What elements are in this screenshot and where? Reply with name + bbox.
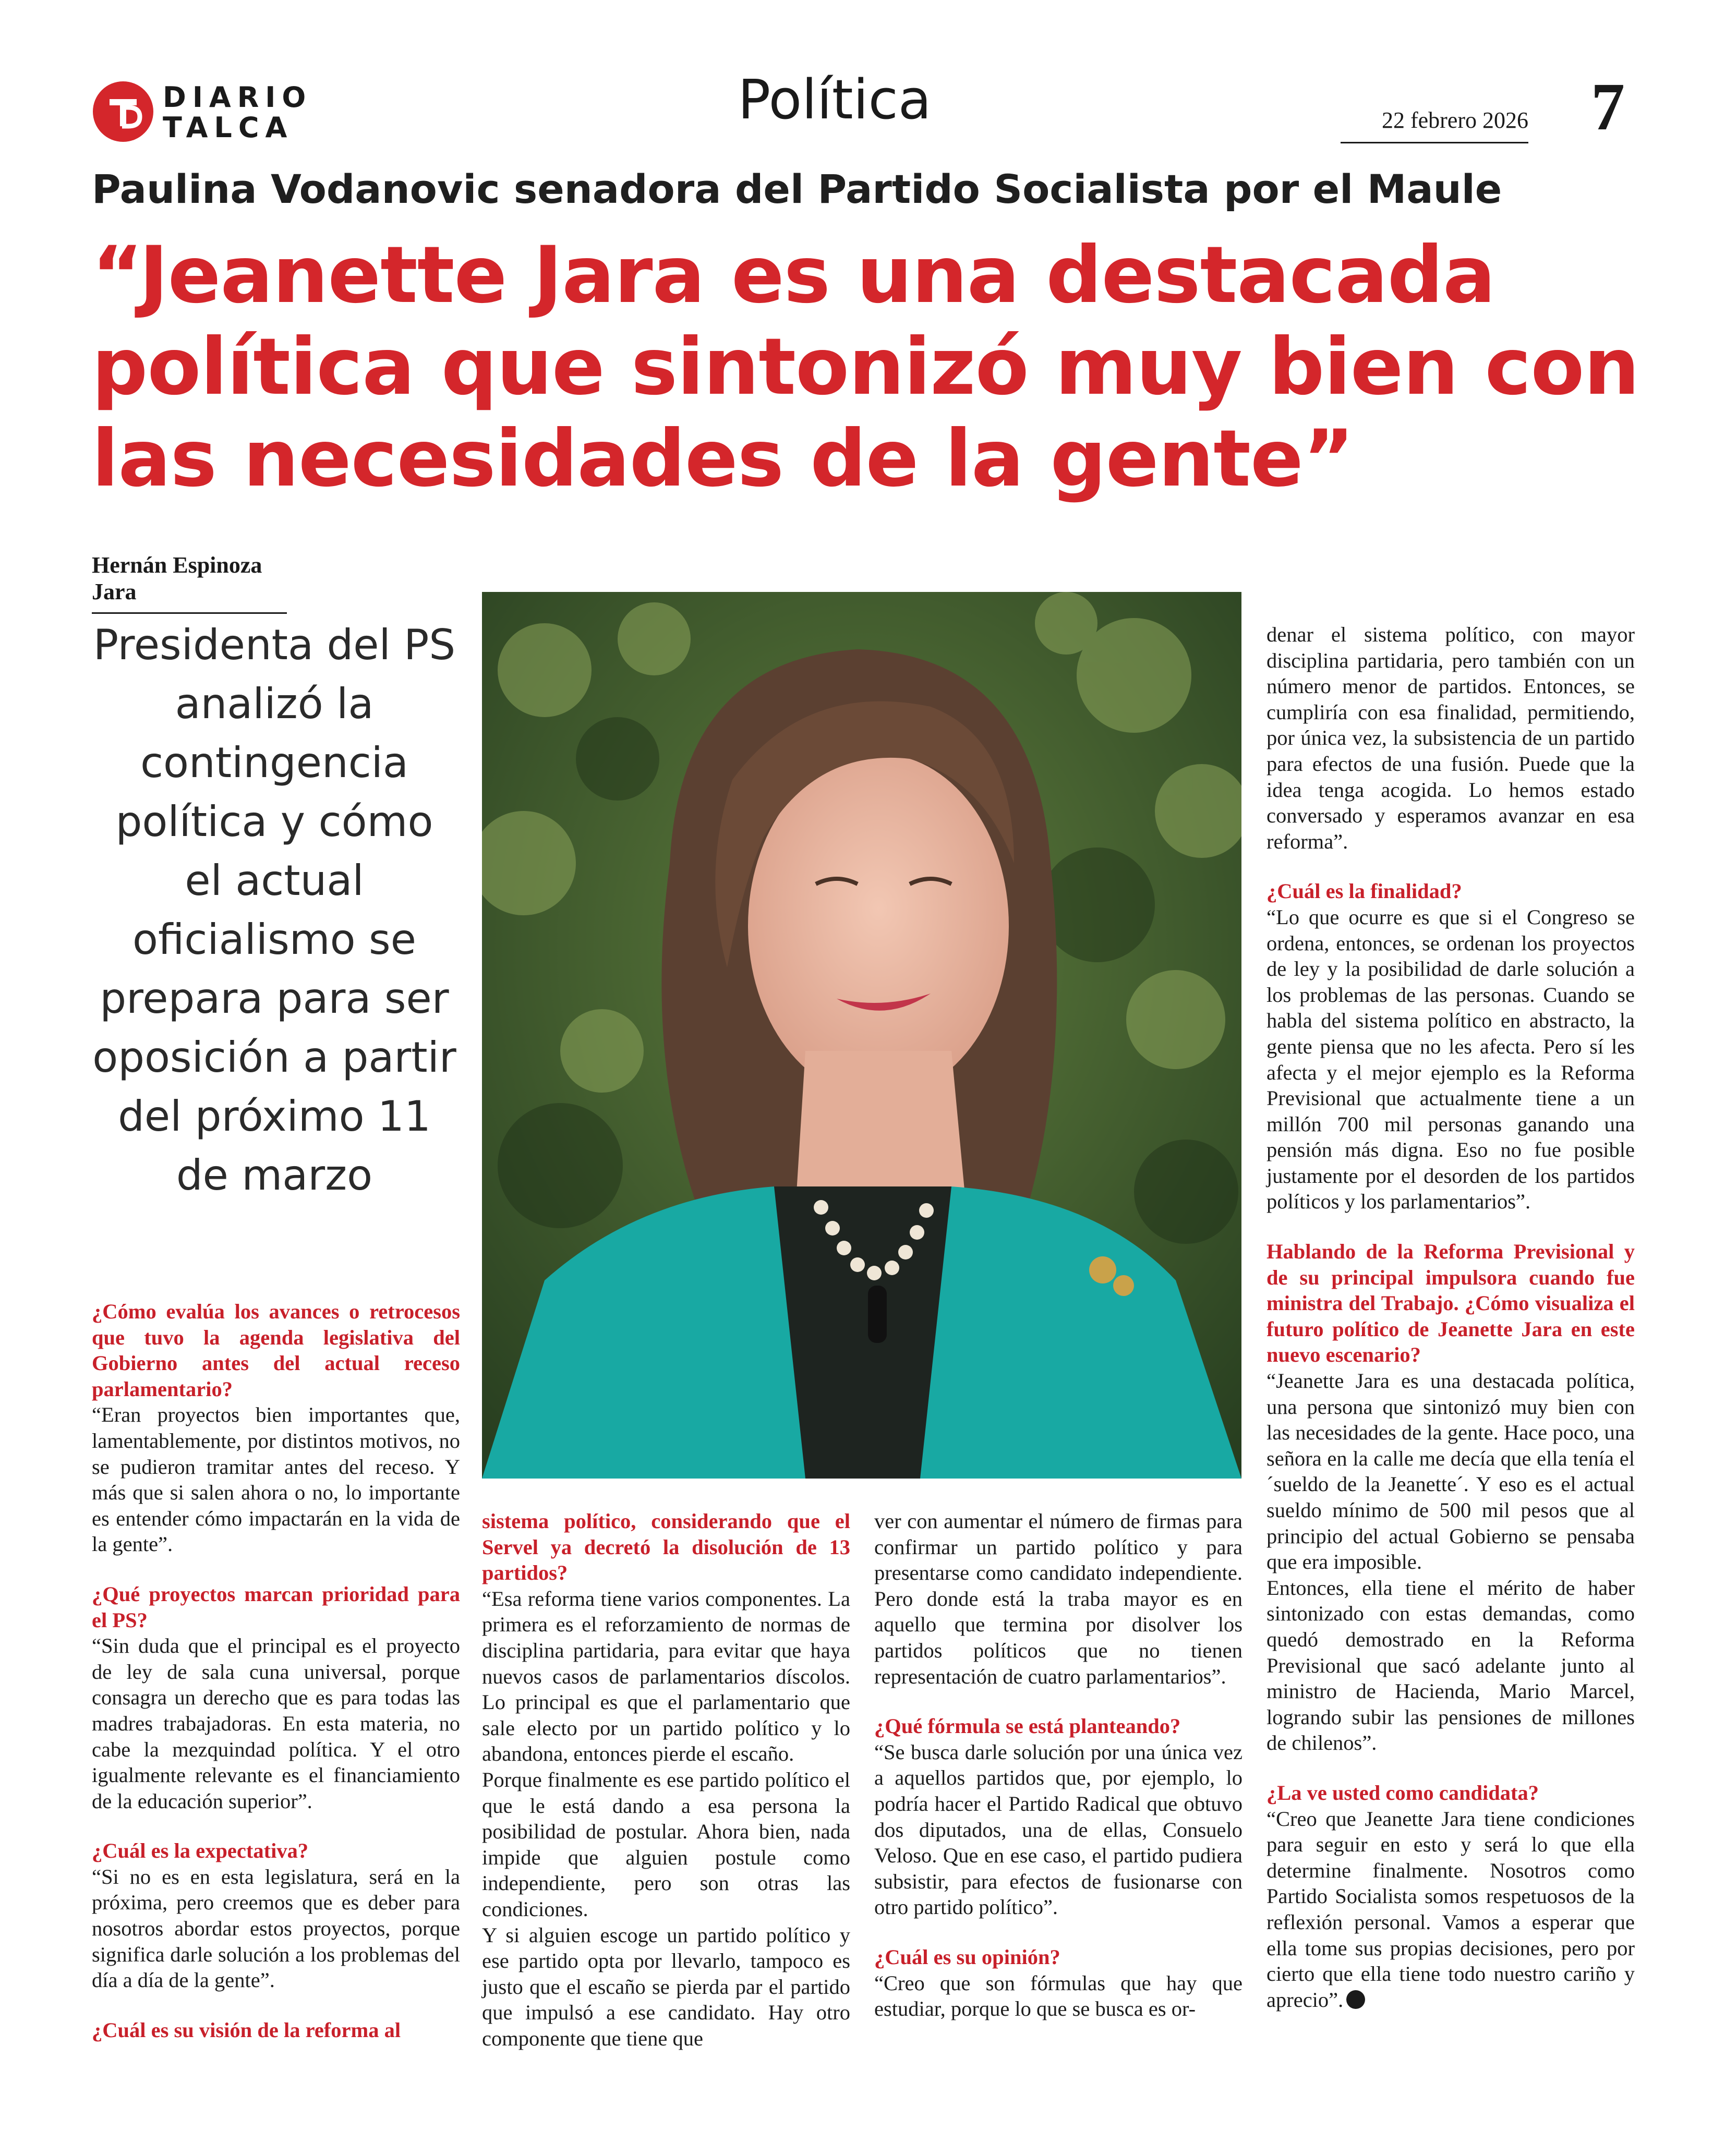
answer-8-part-2: Entonces, ella tiene el mérito de haber sintonizado con estas demandas, como quedó demostrado en la Reforma Previsional que sacó adelante junto al ministro de Hacienda, Mario Marcel, logrando subir las pensiones de millones de chilenos”. (1266, 1576, 1635, 1755)
answer-2: “Sin duda que el principal es el proyecto de ley de sala cuna universal, porque consagra un derecho que es para todas las madres trabajadoras. En esta materia, no cabe la mezquindad política. Y el otro igualmente relevante es el financiamiento de la educación superior”. (92, 1634, 460, 1813)
article-kicker: Paulina Vodanovic senadora del Partido Socialista por el Maule (92, 166, 1502, 212)
answer-1: “Eran proyectos bien importantes que, lamentablemente, por distintos motivos, no se pudieron tramitar antes del receso. Y más que si salen ahora o no, lo importante es entender cómo impactarán en la vida de la gente”. (92, 1403, 460, 1556)
answer-3: “Si no es en esta legislatura, será en la próxima, pero creemos que es deber para nosotros abordar estos proyectos, porque significa darle solución a los problemas del día a día de la gente”. (92, 1864, 460, 1992)
masthead-logo[interactable] (92, 78, 311, 146)
answer-4-part-3: Y si alguien escoge un partido político y ese partido opta por llevarlo, tampoco es justo que el escaño se pierda par el partido que impulsó a ese candidato. Hay otro componente que tiene que (482, 1923, 850, 2050)
section-title: Política (738, 68, 932, 131)
end-of-article-icon (1346, 1990, 1365, 2009)
article-photo (482, 592, 1241, 1479)
column-2 (482, 1508, 850, 2051)
portrait-illustration (482, 592, 1241, 1479)
page-number: 7 (1591, 69, 1625, 144)
question-5: ¿Qué fórmula se está planteando? (874, 1714, 1181, 1738)
question-4: ¿Cuál es su visión de la reforma al (92, 2018, 401, 2042)
column-1 (92, 1299, 460, 2043)
answer-8-part-1: “Jeanette Jara es una destacada política, una persona que sintonizó muy bien con las necesidades de la gente. Hace poco, una señora en la calle me decía que ella tenía el ´sueldo de la Jeanette´. Y eso es el actual sueldo mínimo de 500 mil pesos que al principio del actual Gobierno se pensaba que era imposible. (1266, 1369, 1635, 1574)
answer-6-part-1: “Creo que son fórmulas que hay que estudiar, porque lo que se busca es or- (874, 1971, 1243, 2021)
answer-5: “Se busca darle solución por una única vez a aquellos partidos que, por ejemplo, lo podría hacer el Partido Radical que obtuvo dos diputados, una de ellas, Consuelo Veloso. Que en ese caso, el partido pudiera subsistir, para efectos de fusionarse con otro partido político”. (874, 1740, 1243, 1919)
diario-talca-logo-icon (92, 80, 154, 143)
question-7: ¿Cuál es la finalidad? (1266, 879, 1462, 903)
question-6: ¿Cuál es su opinión? (874, 1945, 1060, 1969)
question-9: ¿La ve usted como candidata? (1266, 1780, 1539, 1804)
logo-line-2: TALCA (163, 111, 294, 144)
article-headline: “Jeanette Jara es una destacada política que sintonizó muy bien con las necesidades de la gente” (92, 230, 1639, 504)
answer-4-part-2: Porque finalmente es ese partido político el que le está dando a esa persona la posibilidad de postular. Ahora bien, nada impide que alguien postule como independiente, pero son otras las condiciones. (482, 1767, 850, 1921)
answer-9: “Creo que Jeanette Jara tiene condiciones para seguir en esto y será lo que ella determine finalmente. Nosotros como Partido Socialista somos respetuosos de la reflexión personal. Vamos a esperar que ella tome sus propias decisiones, pero por cierto que ella tiene todo nuestro cariño y aprecio”. (1266, 1807, 1635, 2012)
column-3 (874, 1508, 1243, 2022)
answer-6-part-2: denar el sistema político, con mayor disciplina partidaria, pero también con un número menor de partidos. Entonces, se cumpliría con esa finalidad, permitiendo, por única vez, la subsistencia de un partido para efectos de una fusión. Puede que la idea tenga acogida. Lo hemos estado conversado y esperamos avanzar en esa reforma”. (1266, 623, 1635, 853)
article-byline: Hernán Espinoza Jara (92, 552, 287, 614)
question-8: Hablando de la Reforma Previsional y de su principal impulsora cuando fue ministra del Trabajo. ¿Cómo visualiza el futuro político de Jeanette Jara en este nuevo escenario? (1266, 1240, 1635, 1367)
answer-4-part-1: “Esa reforma tiene varios componentes. La primera es el reforzamiento de normas de disciplina partidaria, para evitar que haya nuevos casos de parlamentarios díscolos. Lo principal es que el parlamentario que sale electo por un partido político y lo abandona, entonces pierde el escaño. (482, 1586, 850, 1766)
answer-7: “Lo que ocurre es que si el Congreso se ordena, entonces, se ordenan los proyectos de ley y la posibilidad de darle solución a los problemas de las personas. Cuando se habla del sistema político en abstracto, la gente piensa que no les afecta. Pero sí les afecta y el mejor ejemplo es la Reforma Previsional que actualmente tiene a un millón 700 mil personas ganando una pensión más digna. Eso no fue posible justamente por el desorden de los partidos políticos y los parlamentarios”. (1266, 905, 1635, 1214)
question-1: ¿Cómo evalúa los avances o retrocesos que tuvo la agenda legislativa del Gobierno antes del actual receso parlamentario? (92, 1300, 460, 1401)
answer-4-part-4: ver con aumentar el número de firmas para confirmar un partido político y para presentarse como candidato independiente. Pero donde está la traba mayor es en aquello que termina por disolver los partidos políticos que no tienen representación de cuatro parlamentarios”. (874, 1509, 1243, 1688)
column-4 (1266, 622, 1635, 2013)
article-summary: Presidenta del PS analizó la contingencia política y cómo el actual oficialismo se prepara para ser oposición a partir del próximo 11 de marzo (92, 621, 456, 1200)
logo-line-1: DIARIO (163, 81, 312, 114)
question-3: ¿Cuál es la expectativa? (92, 1839, 309, 1863)
issue-date: 22 febrero 2026 (1341, 107, 1528, 143)
question-2: ¿Qué proyectos marcan prioridad para el PS? (92, 1582, 460, 1632)
question-4-continued: sistema político, considerando que el Servel ya decretó la disolución de 13 partidos? (482, 1509, 850, 1585)
